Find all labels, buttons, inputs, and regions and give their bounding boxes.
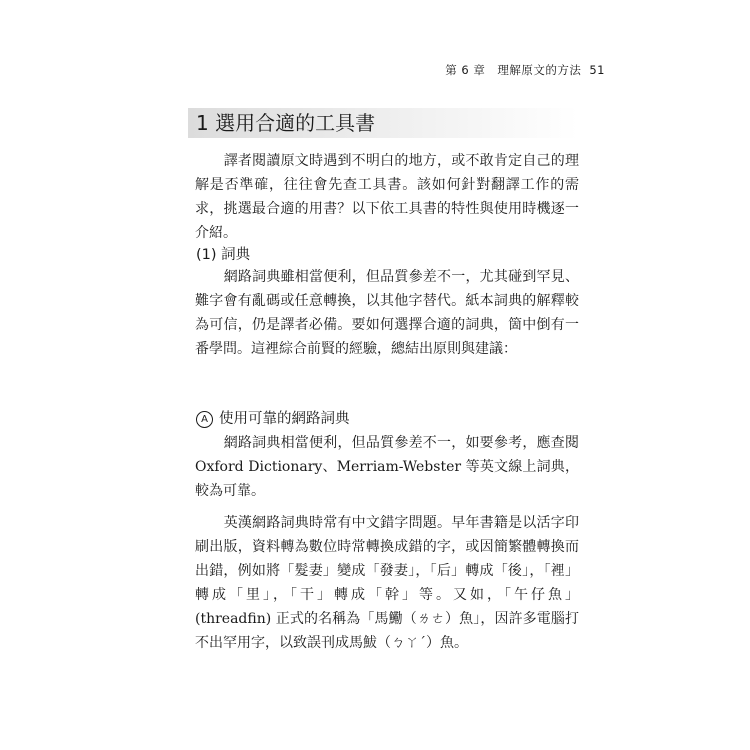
section-title: 1 選用合適的工具書 bbox=[196, 111, 376, 135]
page-number: 51 bbox=[589, 63, 605, 77]
point-a-paragraph-2: 英漢網路詞典時常有中文錯字問題。早年書籍是以活字印刷出版，資料轉為數位時常轉換成錯的字，或因簡繁體轉換而出錯，例如將「髮妻」變成「發妻」，「后」轉成「後」，「裡」轉成「里」，「干」轉成「幹」等。又如，「午仔魚」(threadfin) 正式的名稱為「馬鰳（ㄌㄜ）魚」，因許多電腦打不出罕用字，以致誤刊成馬鮁（ㄅㄚˊ）魚。 bbox=[195, 515, 579, 651]
intro-paragraph: 譯者閱讀原文時遇到不明白的地方，或不敢肯定自己的理解是否準確，往往會先查工具書。該如何針對翻譯工作的需求，挑選最合適的用書？以下依工具書的特性與使用時機逐一介紹。 bbox=[195, 153, 579, 241]
point-a-paragraph: 網路詞典相當便利，但品質參差不一，如要參考，應查閱 Oxford Dictionary、Merriam-Webster 等英文線上詞典，較為可靠。 bbox=[195, 435, 579, 499]
running-head bbox=[425, 62, 605, 80]
dictionary-paragraph: 網路詞典雖相當便利，但品質參差不一，尤其碰到罕見、難字會有亂碼或任意轉換，以其他字替代。紙本詞典的解釋較為可信，仍是譯者必備。要如何選擇合適的詞典，箇中倒有一番學問。這裡綜合前賢的經驗，總結出原則與建議： bbox=[195, 269, 579, 357]
chapter-title: 第 6 章 理解原文的方法 bbox=[445, 63, 582, 77]
circled-a-marker: A bbox=[196, 411, 213, 428]
point-a-heading bbox=[196, 408, 576, 430]
point-a-heading-text: 使用可靠的網路詞典 bbox=[219, 411, 350, 427]
subsection-heading-dictionary: (1) 詞典 bbox=[196, 247, 251, 263]
